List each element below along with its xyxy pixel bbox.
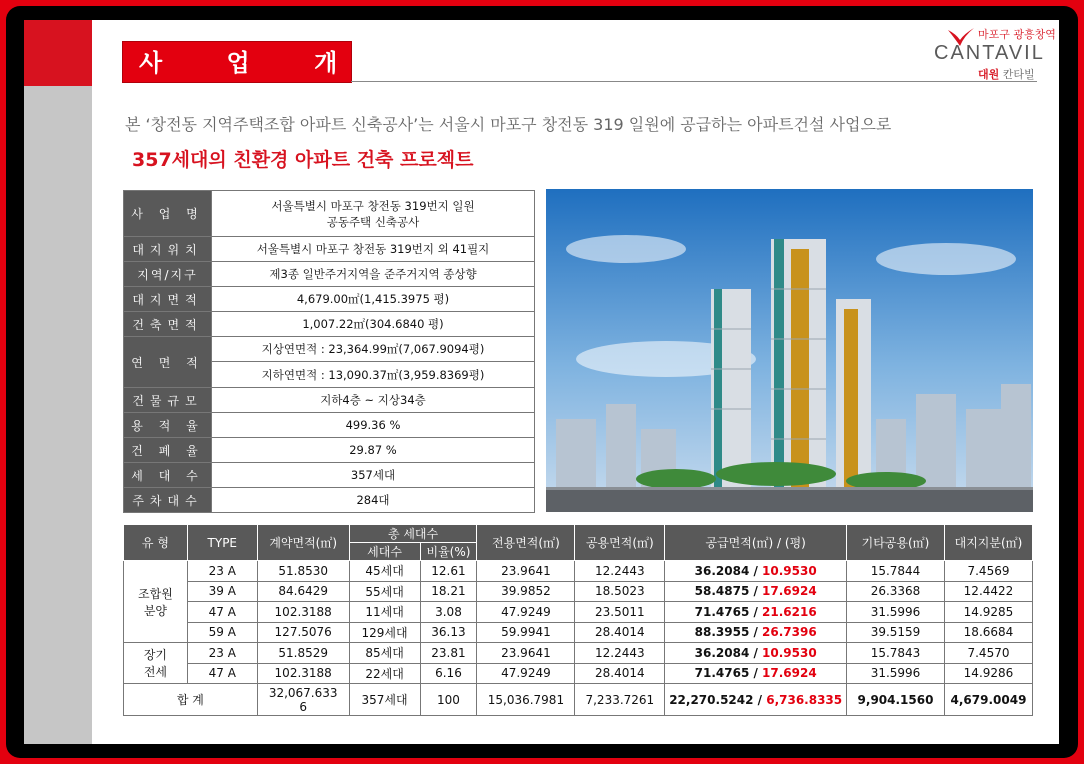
info-label: 연 면 적 xyxy=(124,337,212,388)
cell-exclusive: 59.9941 xyxy=(477,622,575,643)
cell-type: 47 A xyxy=(187,663,257,684)
table-row xyxy=(124,337,535,362)
column-header: TYPE xyxy=(187,525,257,561)
supply-py: 17.6924 xyxy=(762,666,817,681)
table-row xyxy=(124,312,535,337)
supply-m2: 58.4875 / xyxy=(694,584,763,599)
info-label: 건축면적 xyxy=(124,312,212,337)
cell-supply xyxy=(665,581,847,602)
cell-supply xyxy=(665,622,847,643)
table-row xyxy=(124,262,535,287)
table-row xyxy=(124,643,1033,664)
side-accent-gray xyxy=(24,86,92,744)
cell-contract: 51.8529 xyxy=(257,643,349,664)
cell-supply xyxy=(665,643,847,664)
info-label: 건물규모 xyxy=(124,388,212,413)
cell-common: 7,233.7261 xyxy=(575,684,665,716)
cell-households: 129세대 xyxy=(349,622,420,643)
cell-other: 15.7843 xyxy=(847,643,945,664)
cell-ratio: 23.81 xyxy=(420,643,477,664)
cell-households: 22세대 xyxy=(349,663,420,684)
logo-brand-text: CANTAVIL xyxy=(934,42,1045,64)
column-header: 세대수 xyxy=(349,543,420,561)
table-row xyxy=(124,237,535,262)
cell-land: 18.6684 xyxy=(944,622,1032,643)
cell-land: 14.9286 xyxy=(944,663,1032,684)
cell-households: 85세대 xyxy=(349,643,420,664)
column-header: 전용면적(㎡) xyxy=(477,525,575,561)
supply-m2: 36.2084 / xyxy=(694,563,763,578)
supply-py: 26.7396 xyxy=(762,625,817,640)
cell-supply xyxy=(665,561,847,582)
cell-common: 28.4014 xyxy=(575,663,665,684)
column-header: 공용면적(㎡) xyxy=(575,525,665,561)
info-label: 건 폐 율 xyxy=(124,438,212,463)
cell-common: 28.4014 xyxy=(575,622,665,643)
cell-supply xyxy=(665,684,847,716)
cell-contract: 102.3188 xyxy=(257,602,349,623)
cell-other: 31.5996 xyxy=(847,602,945,623)
cell-type: 47 A xyxy=(187,602,257,623)
cell-land: 12.4422 xyxy=(944,581,1032,602)
supply-py: 10.9530 xyxy=(762,645,817,660)
cell-other: 31.5996 xyxy=(847,663,945,684)
table-row xyxy=(124,463,535,488)
cell-type: 59 A xyxy=(187,622,257,643)
cell-ratio: 18.21 xyxy=(420,581,477,602)
table-row xyxy=(124,438,535,463)
cell-contract: 51.8530 xyxy=(257,561,349,582)
info-value: 499.36 % xyxy=(212,413,535,438)
title-box xyxy=(123,42,453,82)
cell-common: 23.5011 xyxy=(575,602,665,623)
cell-ratio: 6.16 xyxy=(420,663,477,684)
cell-contract xyxy=(257,684,349,716)
info-value: 1,007.22㎡(304.6840 평) xyxy=(212,312,535,337)
cell-supply xyxy=(665,602,847,623)
group-label xyxy=(124,643,188,684)
table-row xyxy=(124,622,1033,643)
column-header: 계약면적(㎡) xyxy=(257,525,349,561)
info-label: 세 대 수 xyxy=(124,463,212,488)
table-row xyxy=(124,287,535,312)
cell-households: 11세대 xyxy=(349,602,420,623)
table-header-row xyxy=(124,525,1033,543)
supply-py: 17.6924 xyxy=(762,584,817,599)
group-label-line: 장기 xyxy=(143,648,168,662)
page-title: 사 업 개 요 xyxy=(139,49,453,77)
info-value: 29.87 % xyxy=(212,438,535,463)
info-value xyxy=(212,191,535,237)
table-total-row xyxy=(124,684,1033,716)
supply-py: 6,736.8335 xyxy=(766,692,843,707)
column-header: 비율(%) xyxy=(420,543,477,561)
logo-brand-kr: 대원 xyxy=(978,68,1000,81)
table-row xyxy=(124,581,1033,602)
table-row xyxy=(124,663,1033,684)
intro-text: 본 ‘창전동 지역주택조합 아파트 신축공사’는 서울시 마포구 창전동 319 일원에 공급하는 아파트건설 사업으로 xyxy=(125,115,892,134)
cell-type: 39 A xyxy=(187,581,257,602)
cell-exclusive: 15,036.7981 xyxy=(477,684,575,716)
info-label: 대지위치 xyxy=(124,237,212,262)
cell-land: 7.4570 xyxy=(944,643,1032,664)
supply-m2: 71.4765 / xyxy=(694,604,763,619)
cell-other: 26.3368 xyxy=(847,581,945,602)
group-label-line: 분양 xyxy=(143,603,168,618)
cell-ratio: 100 xyxy=(420,684,477,716)
table-row xyxy=(124,413,535,438)
cell-exclusive: 39.9852 xyxy=(477,581,575,602)
side-accent-red xyxy=(24,20,92,86)
group-label-line: 전세 xyxy=(143,665,168,679)
cell-exclusive: 47.9249 xyxy=(477,602,575,623)
supply-py: 21.6216 xyxy=(762,604,817,619)
column-header: 기타공용(㎡) xyxy=(847,525,945,561)
info-label: 주차대수 xyxy=(124,488,212,513)
cell-land: 14.9285 xyxy=(944,602,1032,623)
total-contract-line: 6 xyxy=(299,699,307,714)
group-label xyxy=(124,561,188,643)
info-value: 지하연면적 : 13,090.37㎡(3,959.8369평) xyxy=(212,362,535,388)
cell-households: 45세대 xyxy=(349,561,420,582)
headline: 357세대의 친환경 아파트 건축 프로젝트 xyxy=(132,149,474,171)
column-header: 대지지분(㎡) xyxy=(944,525,1032,561)
cell-common: 18.5023 xyxy=(575,581,665,602)
supply-m2: 36.2084 / xyxy=(694,645,763,660)
apartment-rendering-image xyxy=(546,189,1033,512)
info-value: 4,679.00㎡(1,415.3975 평) xyxy=(212,287,535,312)
cell-contract: 102.3188 xyxy=(257,663,349,684)
cell-type: 23 A xyxy=(187,643,257,664)
info-label: 용 적 율 xyxy=(124,413,212,438)
info-value: 지상연면적 : 23,364.99㎡(7,067.9094평) xyxy=(212,337,535,362)
table-row xyxy=(124,488,535,513)
cell-contract: 84.6429 xyxy=(257,581,349,602)
cell-land: 7.4569 xyxy=(944,561,1032,582)
cell-other: 9,904.1560 xyxy=(847,684,945,716)
cell-households: 357세대 xyxy=(349,684,420,716)
column-header: 총 세대수 xyxy=(349,525,477,543)
cell-supply xyxy=(665,663,847,684)
info-value: 지하4층 ~ 지상34층 xyxy=(212,388,535,413)
info-value: 제3종 일반주거지역을 준주거지역 종상향 xyxy=(212,262,535,287)
cell-exclusive: 23.9641 xyxy=(477,561,575,582)
cell-ratio: 3.08 xyxy=(420,602,477,623)
table-row xyxy=(124,602,1033,623)
info-label: 사 업 명 xyxy=(124,191,212,237)
total-label: 합 계 xyxy=(124,684,258,716)
cell-households: 55세대 xyxy=(349,581,420,602)
total-contract-line: 32,067.633 xyxy=(268,685,338,700)
supply-m2: 71.4765 / xyxy=(694,666,763,681)
supply-m2: 22,270.5242 / xyxy=(669,692,767,707)
supply-m2: 88.3955 / xyxy=(694,625,763,640)
info-value-line: 공동주택 신축공사 xyxy=(326,214,420,229)
cell-exclusive: 47.9249 xyxy=(477,663,575,684)
logo-station-text: 마포구 광흥창역 xyxy=(978,28,1056,41)
cantavil-logo xyxy=(926,26,1056,82)
table-row xyxy=(124,191,535,237)
info-value: 서울특별시 마포구 창전동 319번지 외 41필지 xyxy=(212,237,535,262)
table-row xyxy=(124,388,535,413)
group-label-line: 조합원 xyxy=(138,586,173,601)
unit-type-table xyxy=(123,524,1033,716)
cell-common: 12.2443 xyxy=(575,643,665,664)
cell-other: 39.5159 xyxy=(847,622,945,643)
cell-land: 4,679.0049 xyxy=(944,684,1032,716)
logo-sub-text xyxy=(978,66,1035,82)
info-value-line: 서울특별시 마포구 창전동 319번지 일원 xyxy=(271,198,475,213)
cell-type: 23 A xyxy=(187,561,257,582)
info-label: 대지면적 xyxy=(124,287,212,312)
supply-py: 10.9530 xyxy=(762,563,817,578)
logo-sub-kr: 칸타빌 xyxy=(1002,68,1035,81)
cell-ratio: 12.61 xyxy=(420,561,477,582)
cell-other: 15.7844 xyxy=(847,561,945,582)
cell-contract: 127.5076 xyxy=(257,622,349,643)
cell-ratio: 36.13 xyxy=(420,622,477,643)
table-row xyxy=(124,561,1033,582)
info-value: 284대 xyxy=(212,488,535,513)
column-header: 공급면적(㎡) / (평) xyxy=(665,525,847,561)
cell-common: 12.2443 xyxy=(575,561,665,582)
project-info-table xyxy=(123,190,535,513)
cell-exclusive: 23.9641 xyxy=(477,643,575,664)
info-label: 지역/지구 xyxy=(124,262,212,287)
column-header: 유 형 xyxy=(124,525,188,561)
info-value: 357세대 xyxy=(212,463,535,488)
